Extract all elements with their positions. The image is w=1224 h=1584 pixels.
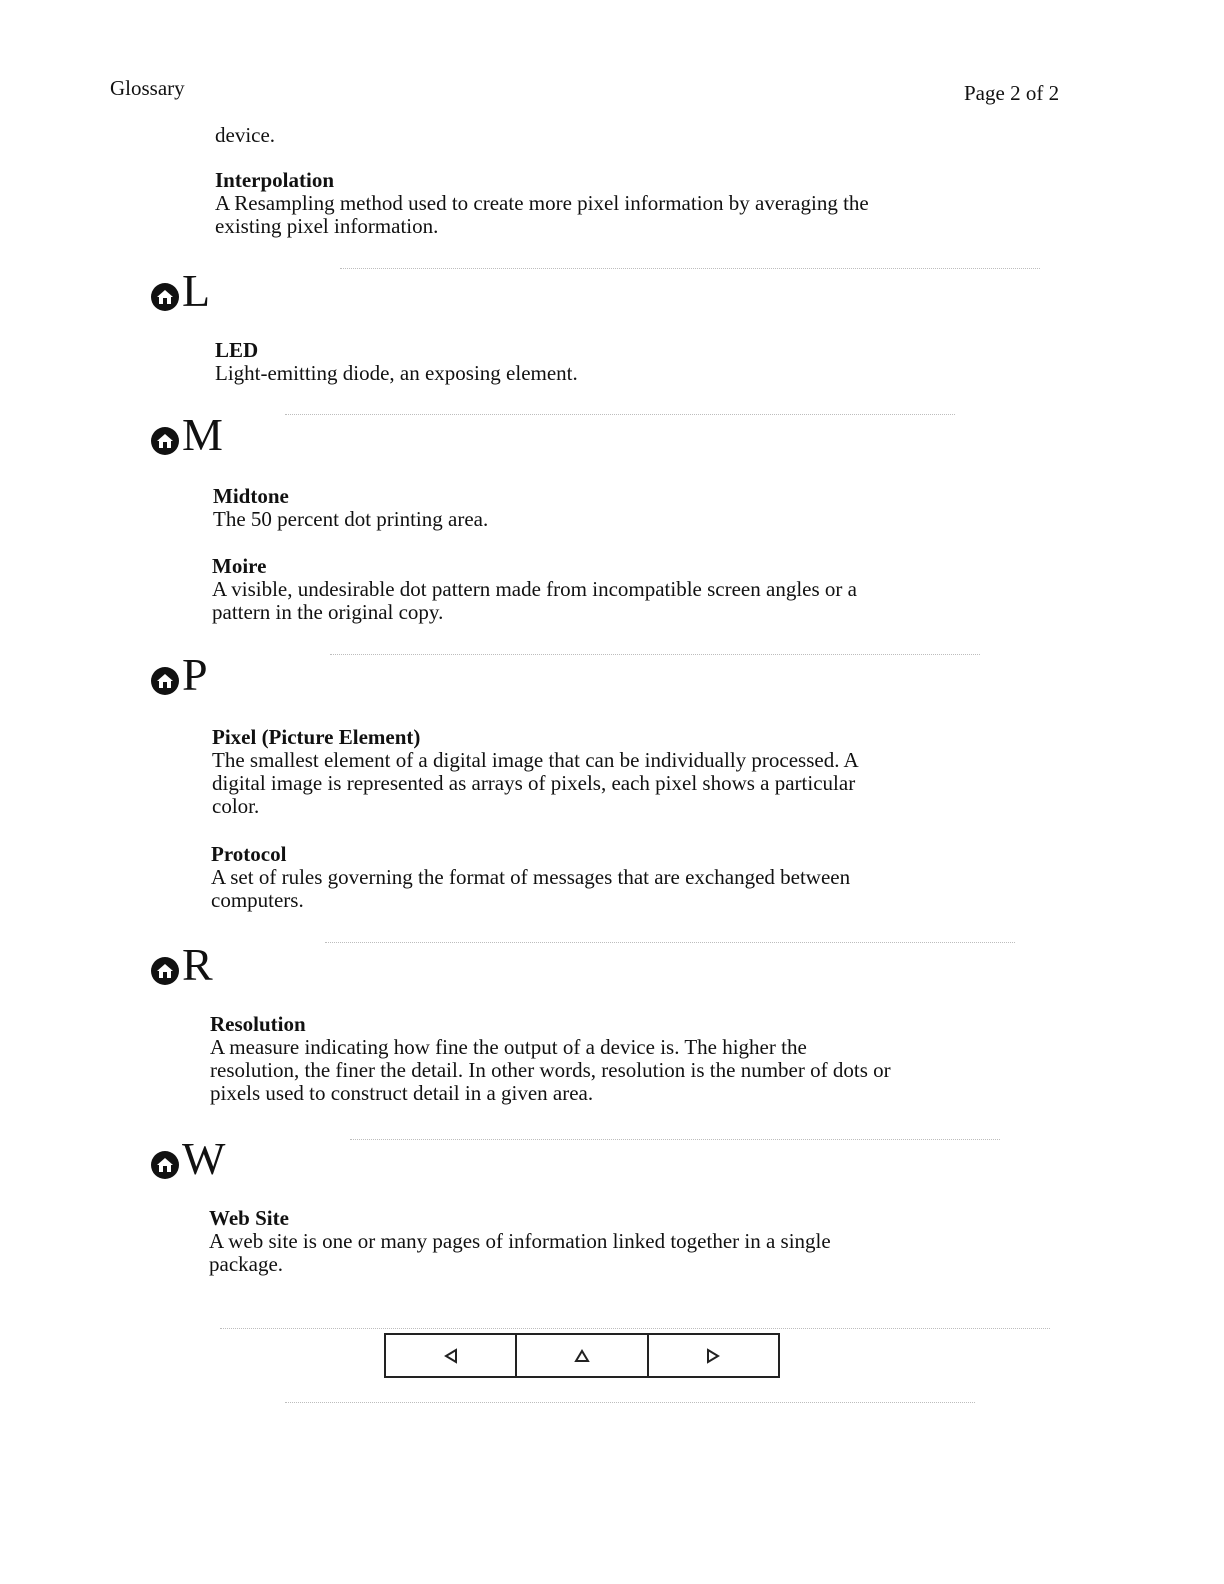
up-page-button[interactable] bbox=[517, 1335, 648, 1376]
definition-line: A set of rules governing the format of messages that are exchanged between bbox=[211, 865, 851, 889]
home-icon[interactable] bbox=[150, 426, 180, 456]
next-page-button[interactable] bbox=[649, 1335, 778, 1376]
term-title: Resolution bbox=[210, 1012, 306, 1036]
section-heading-l bbox=[150, 266, 210, 316]
term-title: LED bbox=[215, 338, 259, 362]
term-title: Midtone bbox=[213, 484, 289, 508]
section-letter: W bbox=[182, 1133, 226, 1184]
page-number: Page 2 of 2 bbox=[964, 81, 1060, 105]
section-letter: L bbox=[182, 265, 211, 316]
definition-line: pattern in the original copy. bbox=[212, 600, 444, 624]
section-heading-r bbox=[150, 940, 213, 990]
home-icon[interactable] bbox=[150, 666, 180, 696]
definition-line: A Resampling method used to create more pixel information by averaging the bbox=[215, 191, 869, 215]
term-title: Moire bbox=[212, 554, 267, 578]
page-header-title: Glossary bbox=[110, 76, 185, 100]
definition-line: existing pixel information. bbox=[215, 214, 439, 238]
continuation-text: device. bbox=[215, 123, 276, 147]
triangle-right-icon bbox=[704, 1347, 722, 1365]
home-icon[interactable] bbox=[150, 956, 180, 986]
entry-protocol bbox=[211, 843, 991, 912]
definition-line: resolution, the finer the detail. In other words, resolution is the number of dots or bbox=[210, 1058, 891, 1082]
definition-line: The 50 percent dot printing area. bbox=[213, 507, 489, 531]
scan-dotted-rule bbox=[220, 1328, 1050, 1329]
term-title: Pixel (Picture Element) bbox=[212, 725, 421, 749]
entry-resolution bbox=[210, 1013, 990, 1105]
section-letter: R bbox=[182, 939, 213, 990]
triangle-up-icon bbox=[573, 1347, 591, 1365]
definition-line: package. bbox=[209, 1252, 284, 1276]
definition-line: A measure indicating how fine the output of a device is. The higher the bbox=[210, 1035, 807, 1059]
definition-line: digital image is represented as arrays of pixels, each pixel shows a particular bbox=[212, 771, 856, 795]
definition-line: The smallest element of a digital image that can be individually processed. A bbox=[212, 748, 859, 772]
section-heading-w bbox=[150, 1134, 225, 1184]
entry-website bbox=[209, 1207, 989, 1276]
term-title: Interpolation bbox=[215, 168, 335, 192]
section-heading-p bbox=[150, 650, 208, 700]
entry-moire bbox=[212, 555, 992, 624]
entry-midtone bbox=[213, 485, 993, 531]
section-heading-m bbox=[150, 410, 223, 460]
scan-dotted-rule bbox=[325, 942, 1015, 943]
previous-page-button[interactable] bbox=[386, 1335, 517, 1376]
definition-line: computers. bbox=[211, 888, 304, 912]
definition-line: color. bbox=[212, 794, 260, 818]
entry-led bbox=[215, 339, 995, 385]
definition-line: A web site is one or many pages of information linked together in a single bbox=[209, 1229, 831, 1253]
triangle-left-icon bbox=[442, 1347, 460, 1365]
scan-dotted-rule bbox=[350, 1139, 1000, 1140]
section-letter: P bbox=[182, 649, 208, 700]
scan-dotted-rule bbox=[285, 414, 955, 415]
entry-pixel bbox=[212, 726, 992, 818]
home-icon[interactable] bbox=[150, 282, 180, 312]
scan-dotted-rule bbox=[340, 268, 1040, 269]
term-title: Web Site bbox=[209, 1206, 289, 1230]
section-letter: M bbox=[182, 409, 223, 460]
scan-dotted-rule bbox=[330, 654, 980, 655]
definition-line: A visible, undesirable dot pattern made from incompatible screen angles or a bbox=[212, 577, 857, 601]
home-icon[interactable] bbox=[150, 1150, 180, 1180]
definition-line: Light-emitting diode, an exposing element. bbox=[215, 361, 578, 385]
term-title: Protocol bbox=[211, 842, 287, 866]
entry-interpolation bbox=[215, 169, 995, 238]
page-navigation bbox=[384, 1333, 780, 1378]
definition-line: pixels used to construct detail in a given area. bbox=[210, 1081, 594, 1105]
scan-dotted-rule bbox=[285, 1402, 975, 1403]
